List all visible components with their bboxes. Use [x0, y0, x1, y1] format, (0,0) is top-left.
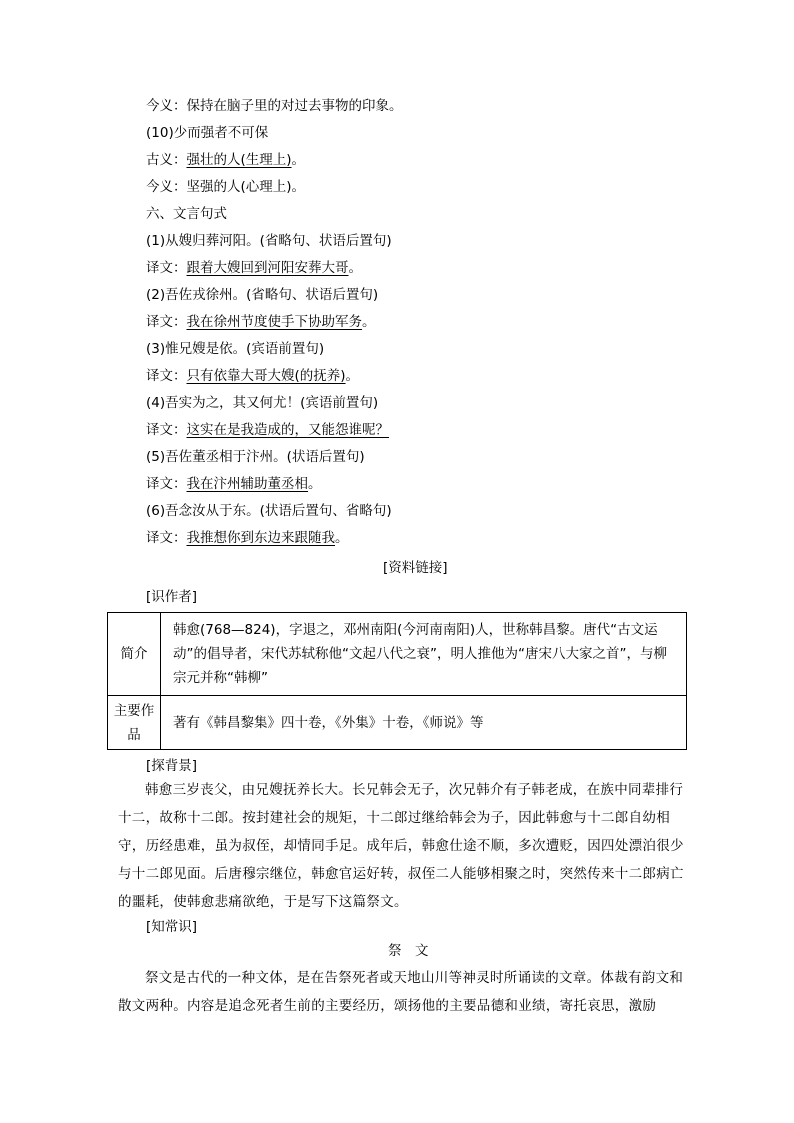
underlined-text: 这实在是我造成的，又能怨谁呢？ [186, 422, 389, 438]
sentence-line: (5)吾佐董丞相于汴州。(状语后置句) [146, 449, 365, 465]
sentence-line: (2)吾佐戎徐州。(省略句、状语后置句) [146, 287, 379, 303]
table-header-cell: 简介 [108, 613, 161, 696]
underlined-text: 强壮的人(生理上) [186, 152, 292, 168]
essay-title: 祭 文 [388, 943, 429, 959]
subsection-label: [探背景] [146, 758, 198, 774]
text-line: 古义：强壮的人(生理上)。 [146, 152, 306, 168]
underlined-text: 我推想你到东边来跟随我 [186, 530, 335, 546]
translation-line: 译文：只有依靠大哥大嫂(的抚养)。 [146, 368, 360, 384]
essay-paragraph: 祭文是古代的一种文体，是在告祭死者或天地山川等神灵时所诵读的文章。体裁有韵文和散文两种。内容是追念死者生前的主要经历，颂扬他的主要品德和业绩，寄托哀思，激励 [118, 970, 684, 1014]
section-title: [资料链接] [383, 560, 448, 576]
table-header-cell: 主要作品 [108, 696, 161, 750]
translation-line: 译文：我推想你到东边来跟随我。 [146, 530, 349, 546]
text-line: 今义：坚强的人(心理上)。 [146, 179, 306, 195]
translation-line: 译文：我在汴州辅助董丞相。 [146, 476, 322, 492]
table-cell: 著有《韩昌黎集》四十卷，《外集》十卷，《师说》等 [161, 696, 687, 750]
underlined-text: 我在徐州节度使手下协助军务 [186, 314, 362, 330]
subsection-label: [识作者] [146, 589, 198, 605]
text-line: (10)少而强者不可保 [146, 125, 269, 141]
translation-line: 译文：跟着大嫂回到河阳安葬大哥。 [146, 260, 362, 276]
section-heading: 六、文言句式 [146, 206, 227, 222]
underlined-text: 跟着大嫂回到河阳安葬大哥 [186, 260, 349, 276]
sentence-line: (6)吾念汝从于东。(状语后置句、省略句) [146, 503, 392, 519]
underlined-text: 只有依靠大哥大嫂(的抚养) [186, 368, 346, 384]
author-table [107, 612, 687, 750]
sentence-line: (3)惟兄嫂是依。(宾语前置句) [146, 341, 325, 357]
text-line: 今义：保持在脑子里的对过去事物的印象。 [146, 98, 403, 114]
sentence-line: (1)从嫂归葬河阳。(省略句、状语后置句) [146, 233, 392, 249]
underlined-text: 我在汴州辅助董丞相 [186, 476, 308, 492]
translation-line: 译文：我在徐州节度使手下协助军务。 [146, 314, 376, 330]
table-cell: 韩愈(768—824)，字退之，邓州南阳(今河南南阳)人，世称韩昌黎。唐代“古文运动”的倡导者，宋代苏轼称他“文起八代之衰”，明人推他为“唐宋八大家之首”，与柳宗元并称“韩柳” [161, 613, 687, 696]
sentence-line: (4)吾实为之，其又何尤！(宾语前置句) [146, 395, 379, 411]
subsection-label: [知常识] [146, 919, 198, 935]
table-row [108, 696, 687, 750]
background-paragraph: 韩愈三岁丧父，由兄嫂抚养长大。长兄韩会无子，次兄韩介有子韩老成，在族中同辈排行十二，故称十二郎。按封建社会的规矩，十二郎过继给韩会为子，因此韩愈与十二郎自幼相守，历经患难，虽为叔侄，却情同手足。成年后，韩愈仕途不顺，多次遭贬，因四处漂泊很少与十二郎见面。后唐穆宗继位，韩愈官运好转，叔侄二人能够相聚之时，突然传来十二郎病亡的噩耗，使韩愈悲痛欲绝，于是写下这篇祭文。 [118, 782, 684, 910]
table-row [108, 613, 687, 696]
translation-line: 译文：这实在是我造成的，又能怨谁呢？ [146, 422, 389, 438]
